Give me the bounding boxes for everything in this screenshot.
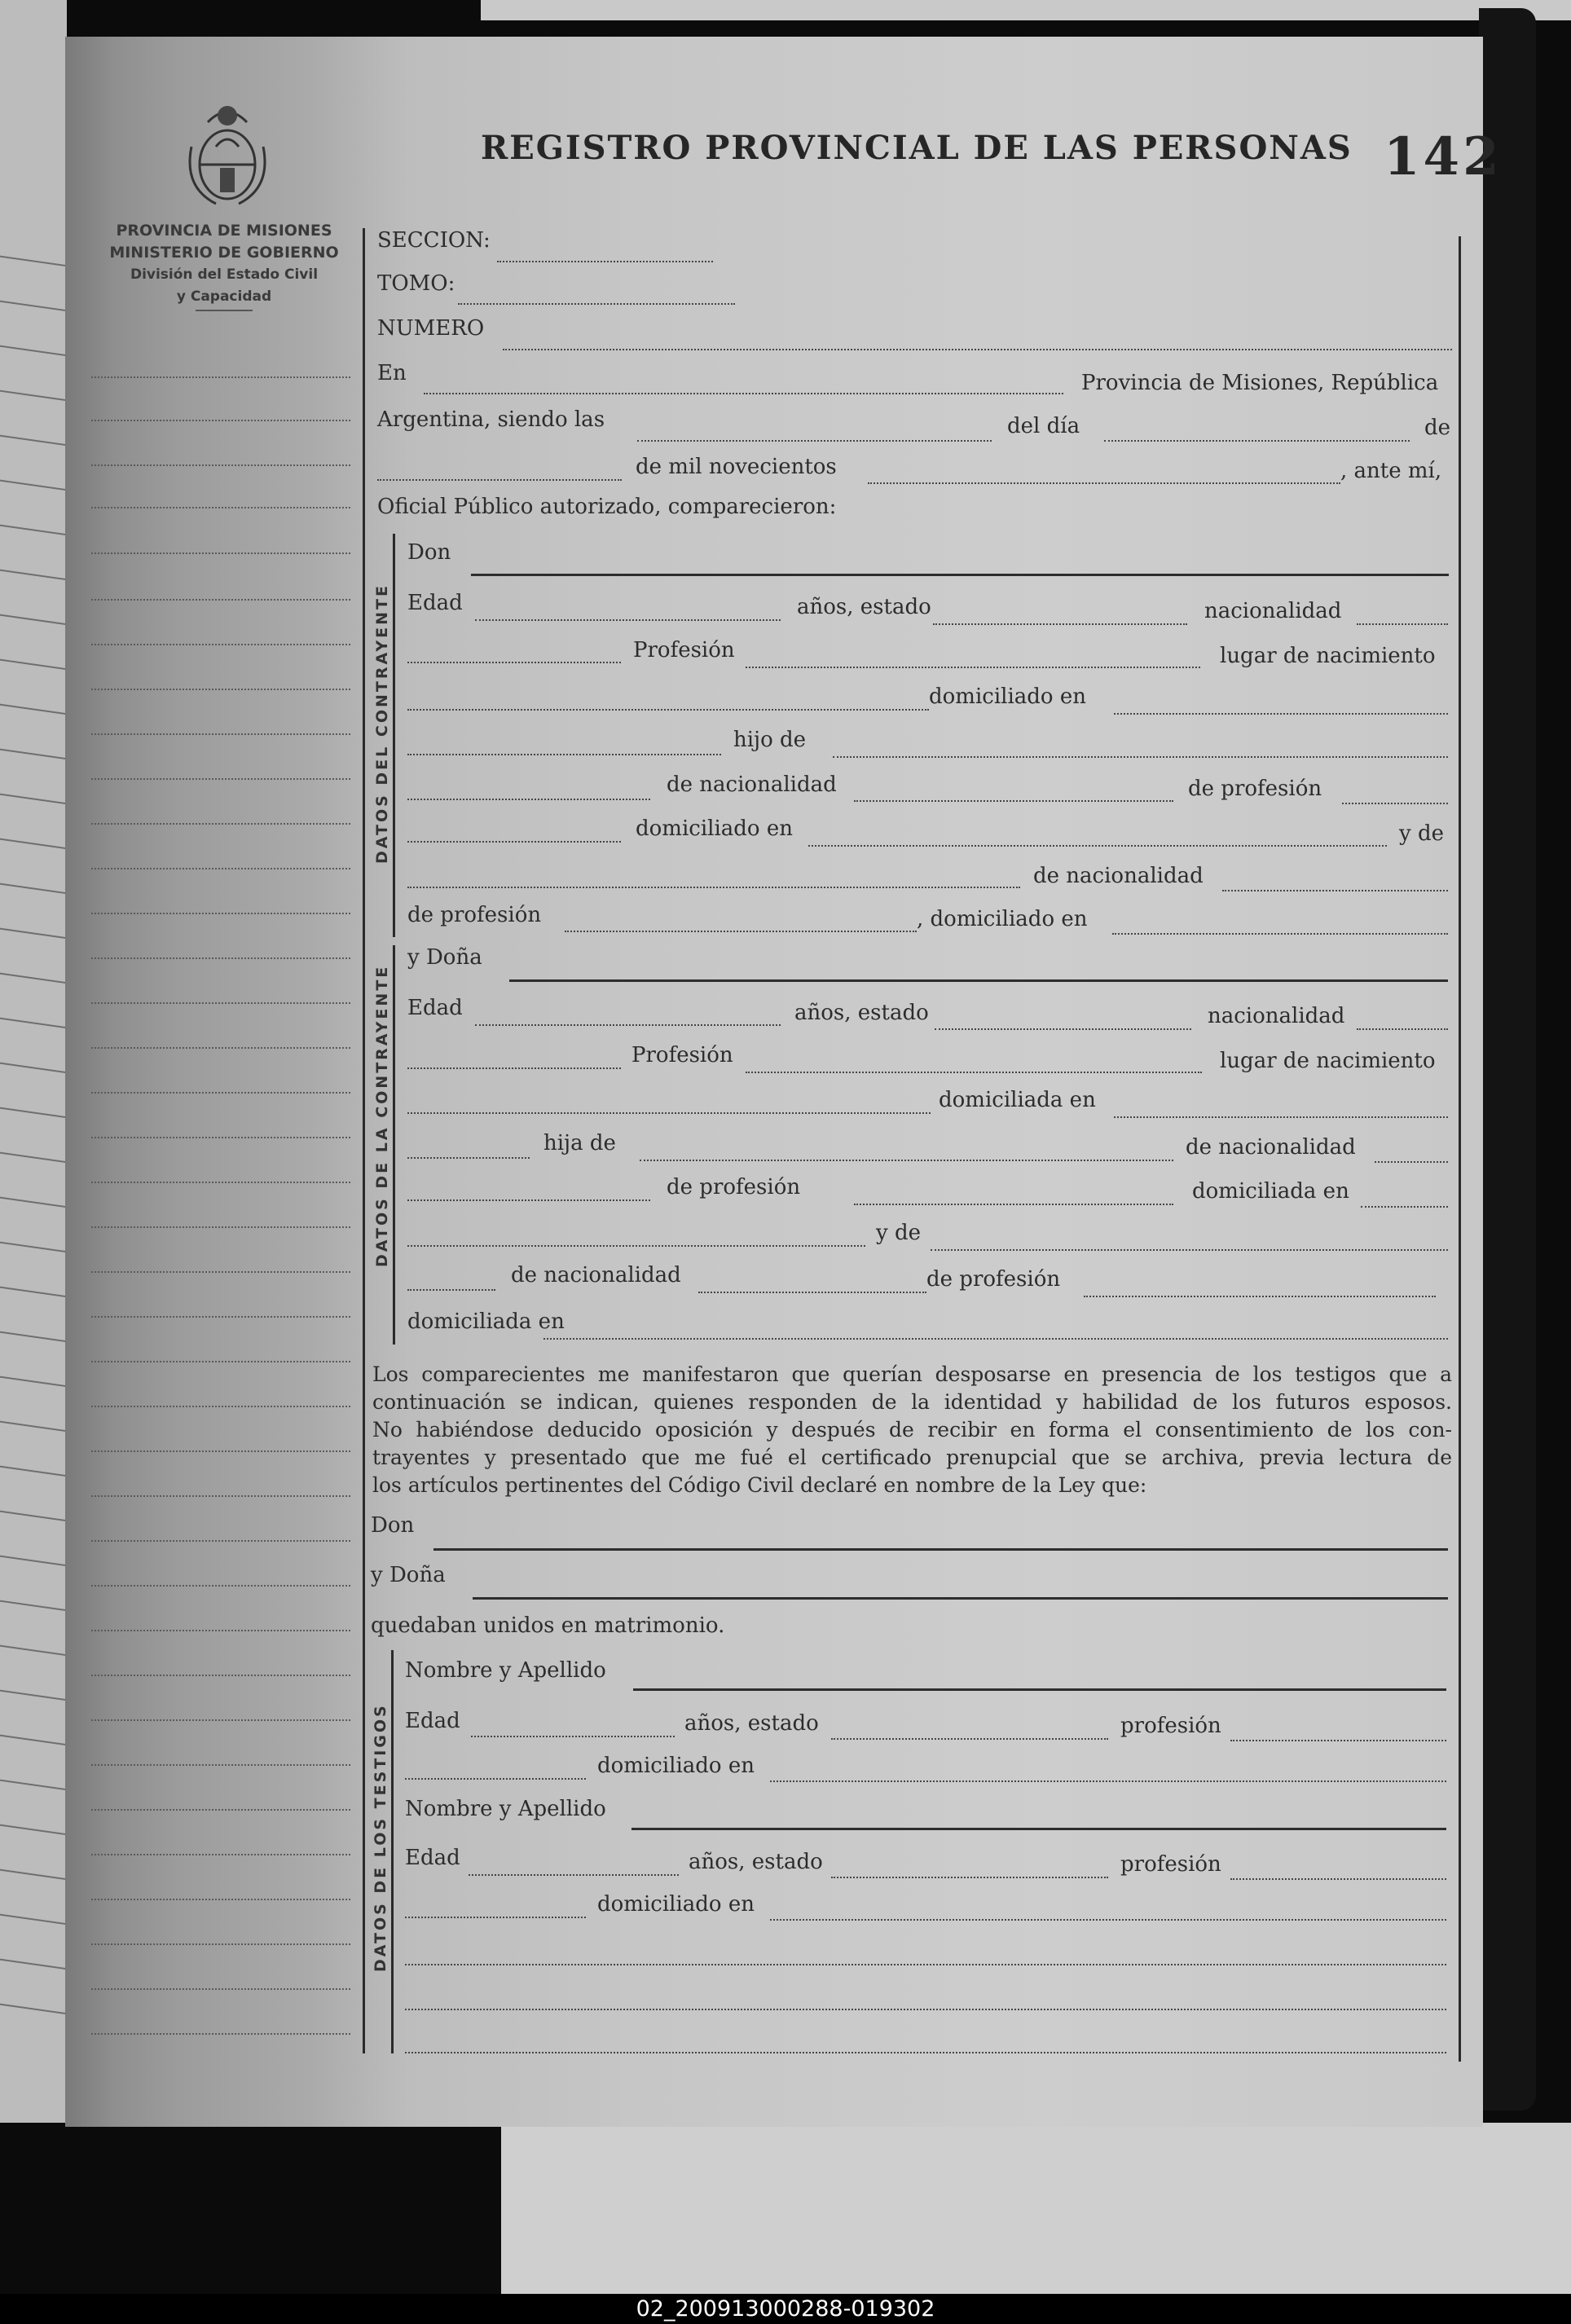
dia-field[interactable] (1104, 440, 1410, 442)
label-de-profesion-f: de profesión (667, 1175, 801, 1199)
label-provincia: Provincia de Misiones, República (1081, 371, 1439, 395)
nacionalidad-field[interactable] (1357, 623, 1448, 625)
background-edge (481, 0, 1571, 20)
label-domiciliado-3: , domiciliado en (917, 907, 1088, 931)
label-ante-mi: , ante mí, (1340, 459, 1442, 483)
testigo2-nombre-field[interactable] (631, 1828, 1446, 1830)
label-de-profesion-f2: de profesión (926, 1267, 1061, 1292)
label-de-mil: de mil novecientos (636, 455, 837, 479)
testigo1-estado-field[interactable] (831, 1738, 1108, 1740)
profesion-field[interactable] (746, 667, 1200, 668)
image-id-caption: 02_200913000288-019302 (0, 2294, 1571, 2324)
padre-profesion-field-cont[interactable] (407, 841, 621, 843)
domicilio-field-f[interactable] (1114, 1116, 1448, 1118)
label-nombre-1: Nombre y Apellido (405, 1658, 606, 1683)
background-surface (501, 2123, 1571, 2294)
padre-nacionalidad-field[interactable] (854, 800, 1173, 802)
office-line-capacity: y Capacidad (176, 288, 272, 305)
label-de-nacionalidad-f: de nacionalidad (1186, 1135, 1356, 1160)
page-number: 142 (1384, 126, 1503, 187)
padre-nacionalidad-field-f[interactable] (1375, 1161, 1448, 1163)
label-don-final: Don (371, 1513, 415, 1538)
testigo1-nombre-field[interactable] (633, 1688, 1446, 1691)
nacionalidad-field-cont[interactable] (407, 662, 621, 663)
label-oficial: Oficial Público autorizado, comparecieron: (377, 495, 837, 519)
madre-domicilio-field[interactable] (1112, 933, 1448, 935)
testigo2-profesion-field-cont[interactable] (405, 1917, 586, 1918)
edad-field[interactable] (475, 619, 781, 621)
testigo2-edad-field[interactable] (469, 1874, 679, 1876)
madre-field[interactable] (407, 887, 1020, 888)
madre-nacionalidad-field-f[interactable] (698, 1292, 926, 1293)
nacionalidad-field-f[interactable] (1357, 1028, 1448, 1030)
label-nombre-2: Nombre y Apellido (405, 1797, 606, 1821)
testigo2-estado-field[interactable] (831, 1877, 1108, 1878)
padre-domicilio-field-f-cont[interactable] (407, 1245, 865, 1247)
label-profesion-t2: profesión (1120, 1852, 1221, 1877)
label-domiciliado-t1: domiciliado en (597, 1754, 755, 1778)
padre-field-f[interactable] (640, 1160, 1173, 1161)
numero-field[interactable] (503, 349, 1452, 350)
margin-divider (363, 228, 365, 2053)
lugar-field[interactable] (407, 709, 929, 711)
anio-field[interactable] (868, 482, 1340, 484)
seccion-field[interactable] (497, 261, 713, 262)
madre-field-f[interactable] (931, 1249, 1448, 1251)
left-page-edge (0, 0, 67, 2123)
label-y-de-f: y de (876, 1221, 921, 1245)
label-en: En (377, 361, 407, 385)
padre-field[interactable] (833, 756, 1448, 758)
section-label-contrayenta: DATOS DE LA CONTRAYENTE (373, 964, 391, 1267)
bracket-testigos (391, 1650, 394, 2053)
edad-field-f[interactable] (475, 1024, 781, 1026)
testigo2-domicilio-field-cont[interactable] (405, 1964, 1446, 1965)
label-tomo: TOMO: (377, 271, 455, 296)
dona-final-field[interactable] (473, 1597, 1448, 1600)
label-edad: Edad (407, 591, 463, 615)
label-domiciliado-t2: domiciliado en (597, 1892, 755, 1917)
label-nacionalidad-f: nacionalidad (1208, 1004, 1345, 1028)
label-de: de (1424, 416, 1451, 440)
madre-profesion-field-f[interactable] (1084, 1296, 1436, 1297)
profesion-field-f[interactable] (746, 1072, 1202, 1073)
don-field[interactable] (471, 574, 1449, 576)
madre-domicilio-field-f[interactable] (543, 1338, 1448, 1340)
page-title: REGISTRO PROVINCIAL DE LAS PERSONAS (481, 129, 1353, 167)
nacionalidad-field-f-cont[interactable] (407, 1067, 621, 1069)
mes-field[interactable] (377, 479, 622, 481)
tomo-field[interactable] (458, 303, 735, 305)
label-del-dia: del día (1007, 414, 1080, 438)
label-anos-estado-f: años, estado (794, 1001, 929, 1025)
declaration-line-1: Los comparecientes me manifestaron que querían desposarse en presencia de los testigos que a (372, 1362, 1452, 1386)
label-nacionalidad: nacionalidad (1204, 599, 1342, 623)
domicilio-field-cont[interactable] (407, 754, 721, 755)
blank-line[interactable] (405, 2009, 1446, 2010)
padre-field-cont[interactable] (407, 799, 650, 800)
section-label-contrayente: DATOS DEL CONTRAYENTE (373, 583, 391, 864)
office-line-ministry: MINISTERIO DE GOBIERNO (109, 244, 339, 262)
testigo1-profesion-field-cont[interactable] (405, 1778, 586, 1780)
label-de-nacionalidad-f2: de nacionalidad (511, 1263, 681, 1287)
blank-line[interactable] (405, 2052, 1446, 2053)
label-profesion: Profesión (633, 638, 735, 662)
declaration-line-2: continuación se indican, quienes responden de la identidad y habilidad de los futuros esposos. (372, 1390, 1452, 1414)
label-de-nacionalidad: de nacionalidad (667, 772, 837, 797)
label-anos-estado-t2: años, estado (689, 1850, 823, 1874)
label-de-profesion-2: de profesión (407, 903, 542, 927)
label-edad-f: Edad (407, 996, 463, 1020)
padre-domicilio-field[interactable] (808, 845, 1387, 847)
right-border (1459, 236, 1461, 2062)
label-profesion-t1: profesión (1120, 1714, 1221, 1738)
label-hijo-de: hijo de (733, 728, 807, 752)
dona-field[interactable] (509, 979, 1448, 982)
madre-field-f-cont[interactable] (407, 1289, 495, 1291)
label-domiciliado-2: domiciliado en (636, 816, 793, 841)
bracket-contrayente (393, 534, 395, 937)
domicilio-field-f-cont[interactable] (407, 1157, 530, 1159)
madre-nacionalidad-field[interactable] (1222, 890, 1448, 891)
label-domiciliada: domiciliada en (939, 1088, 1096, 1112)
label-profesion-f: Profesión (631, 1043, 733, 1067)
label-seccion: SECCION: (377, 228, 491, 253)
padre-nacionalidad-field-f-cont[interactable] (407, 1199, 650, 1201)
label-argentina: Argentina, siendo las (377, 407, 605, 432)
declaration-line-4: trayentes y presentado que me fué el certificado prenupcial que se archiva, previa lectura de (372, 1446, 1452, 1469)
declaration-line-5: los artículos pertinentes del Código Civil declaré en nombre de la Ley que: (372, 1473, 1147, 1497)
declaration-line-3: No habiéndose deducido oposición y después de recibir en forma el consentimiento de los con- (372, 1418, 1452, 1441)
label-domiciliada-2: domiciliada en (1192, 1179, 1349, 1204)
estado-field-f[interactable] (935, 1028, 1191, 1030)
label-lugar: lugar de nacimiento (1220, 644, 1436, 668)
label-de-nacionalidad-2: de nacionalidad (1033, 864, 1204, 888)
bracket-contrayente-f (393, 945, 395, 1345)
testigo1-profesion-field[interactable] (1230, 1740, 1446, 1741)
testigo2-profesion-field[interactable] (1230, 1878, 1446, 1880)
label-dona: y Doña (407, 945, 482, 970)
label-anos-estado: años, estado (797, 595, 931, 619)
testigo1-edad-field[interactable] (471, 1736, 675, 1737)
coat-of-arms-icon (183, 90, 271, 212)
office-line-province: PROVINCIA DE MISIONES (116, 222, 332, 240)
hora-field[interactable] (637, 440, 992, 442)
label-lugar-f: lugar de nacimiento (1220, 1049, 1436, 1073)
lugar-field-f[interactable] (407, 1112, 931, 1114)
padre-profesion-field[interactable] (1342, 803, 1448, 804)
don-final-field[interactable] (433, 1548, 1448, 1551)
label-anos-estado-t1: años, estado (684, 1711, 819, 1736)
book-cover-edge (1479, 8, 1536, 2111)
label-numero: NUMERO (377, 316, 485, 341)
label-hija-de: hija de (543, 1131, 616, 1155)
office-line-division: División del Estado Civil (130, 266, 319, 283)
label-edad-t1: Edad (405, 1709, 460, 1733)
label-domiciliada-3: domiciliada en (407, 1309, 565, 1334)
label-edad-t2: Edad (405, 1846, 460, 1870)
testigo1-domicilio-field[interactable] (770, 1780, 1446, 1782)
domicilio-field[interactable] (1114, 713, 1448, 715)
padre-domicilio-field-f[interactable] (1361, 1206, 1448, 1208)
label-quedaban: quedaban unidos en matrimonio. (371, 1613, 725, 1638)
label-don: Don (407, 540, 451, 565)
label-de-profesion: de profesión (1188, 777, 1322, 801)
section-label-testigos: DATOS DE LOS TESTIGOS (372, 1703, 389, 1972)
label-domiciliado: domiciliado en (929, 684, 1086, 709)
padre-profesion-field-f[interactable] (854, 1204, 1173, 1205)
declaration-paragraph (372, 1361, 1452, 1499)
label-y-de: y de (1399, 821, 1444, 846)
en-field[interactable] (424, 393, 1063, 394)
estado-field[interactable] (933, 623, 1187, 625)
office-block (86, 220, 363, 311)
madre-profesion-field[interactable] (565, 931, 917, 932)
testigo2-domicilio-field[interactable] (770, 1919, 1446, 1921)
label-dona-final: y Doña (371, 1563, 446, 1587)
